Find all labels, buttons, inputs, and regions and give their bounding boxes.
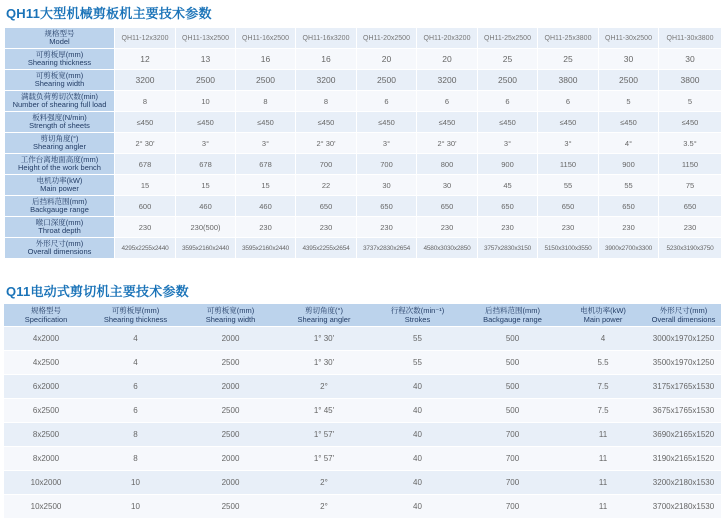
table1-cell: 55 [599, 175, 659, 196]
column-header-zh: 外形尺寸(mm) [659, 306, 708, 315]
table2-cell: 40 [370, 495, 465, 519]
table1-cell: QH11-13x2500 [176, 28, 236, 49]
table2-cell: 5.5 [560, 351, 646, 375]
table1-cell: 900 [599, 154, 659, 175]
row-header-zh: 规格型号 [44, 28, 75, 38]
table2-cell: 8 [88, 447, 183, 471]
table1-cell: 8 [236, 91, 296, 112]
table2-cell: 8x2000 [4, 447, 88, 471]
table1-cell: 2500 [176, 70, 236, 91]
table1-cell: 4395x2255x2654 [296, 238, 357, 259]
table1-cell: 4° [599, 133, 659, 154]
table2-cell: 3675x1765x1530 [646, 399, 721, 423]
table1-cell: 230 [296, 217, 357, 238]
table2-column-header [646, 304, 721, 327]
table1-row-header [5, 238, 115, 259]
table1-cell: 230 [417, 217, 478, 238]
table2-cell: 10 [88, 471, 183, 495]
row-header-en: Model [49, 37, 70, 46]
table1-cell: 25 [478, 49, 538, 70]
table1-cell: QH11-30x3800 [659, 28, 722, 49]
table2-row [4, 351, 721, 375]
table2-row [4, 423, 721, 447]
table1-row-header [5, 175, 115, 196]
table1-cell: 5 [599, 91, 659, 112]
column-header-en: Specification [24, 315, 68, 324]
table1-row [5, 238, 722, 259]
table1-cell: 75 [659, 175, 722, 196]
table2-cell: 6 [88, 375, 183, 399]
table2-cell: 4 [88, 351, 183, 375]
column-header-zh: 电机功率(kW) [580, 306, 626, 315]
table1-cell: ≤450 [357, 112, 417, 133]
table2-column-header [560, 304, 646, 327]
table1-cell: 650 [296, 196, 357, 217]
table2-row [4, 471, 721, 495]
table1-cell: 16 [296, 49, 357, 70]
table2-cell: 2000 [183, 327, 278, 351]
table1-cell: ≤450 [115, 112, 176, 133]
table2-cell: 3190x2165x1520 [646, 447, 721, 471]
table1-cell: QH11-25x3800 [538, 28, 599, 49]
table1-cell: 3° [176, 133, 236, 154]
table1-cell: 16 [236, 49, 296, 70]
table1-cell: 1150 [538, 154, 599, 175]
row-header-en: Height of the work bench [18, 163, 101, 172]
table2-cell: 11 [560, 423, 646, 447]
table1-cell: 3800 [538, 70, 599, 91]
table1-cell: 20 [417, 49, 478, 70]
table1-cell: ≤450 [296, 112, 357, 133]
table1-cell: 800 [417, 154, 478, 175]
table1-row [5, 28, 722, 49]
table2-cell: 3000x1970x1250 [646, 327, 721, 351]
qh11-spec-table [4, 27, 722, 259]
table1-cell: 6 [357, 91, 417, 112]
table2-column-header [370, 304, 465, 327]
table2-cell: 2° [278, 471, 370, 495]
column-header-zh: 可剪板厚(mm) [111, 306, 160, 315]
table1-cell: 3757x2830x3150 [478, 238, 538, 259]
row-header-zh: 工作台离地面高度(mm) [20, 154, 99, 164]
table1-cell: 12 [115, 49, 176, 70]
table2-cell: 1° 57' [278, 447, 370, 471]
column-header-en: Shearing width [205, 315, 256, 324]
table1-row [5, 154, 722, 175]
table1-cell: ≤450 [478, 112, 538, 133]
table2-cell: 2000 [183, 471, 278, 495]
table1-row-header [5, 28, 115, 49]
table1-cell: 3200 [296, 70, 357, 91]
table1-cell: 230 [115, 217, 176, 238]
table2-row [4, 375, 721, 399]
table1-cell: 30 [417, 175, 478, 196]
table1-row [5, 91, 722, 112]
table1-cell: 3200 [115, 70, 176, 91]
table2-cell: 4 [560, 327, 646, 351]
table2-cell: 2000 [183, 375, 278, 399]
table1-row-header [5, 196, 115, 217]
table1-row-header [5, 217, 115, 238]
table1-cell: 2500 [236, 70, 296, 91]
table2-cell: 500 [465, 375, 560, 399]
table1-cell: 3° [236, 133, 296, 154]
table1-cell: 700 [357, 154, 417, 175]
table1-cell: 3° [538, 133, 599, 154]
table2-cell: 11 [560, 471, 646, 495]
row-header-en: Main power [40, 184, 79, 193]
table1-row [5, 112, 722, 133]
table1-row-header [5, 154, 115, 175]
table1-cell: 3.5° [659, 133, 722, 154]
table2-cell: 40 [370, 471, 465, 495]
table1-cell: 6 [478, 91, 538, 112]
table2-cell: 6 [88, 399, 183, 423]
table2-cell: 10x2000 [4, 471, 88, 495]
table1-cell: 678 [115, 154, 176, 175]
table2-cell: 40 [370, 447, 465, 471]
table2-cell: 3700x2180x1530 [646, 495, 721, 519]
table1-cell: 650 [357, 196, 417, 217]
table2-cell: 11 [560, 495, 646, 519]
table1-cell: 6 [417, 91, 478, 112]
table1-cell: ≤450 [659, 112, 722, 133]
table1-cell: 3595x2160x2440 [176, 238, 236, 259]
table1-cell: 8 [115, 91, 176, 112]
table2-column-header [465, 304, 560, 327]
table1-cell: 3° [357, 133, 417, 154]
row-header-zh: 外形尺寸(mm) [35, 238, 84, 248]
table1-cell: 3200 [417, 70, 478, 91]
table2-cell: 2000 [183, 447, 278, 471]
table2-cell: 10 [88, 495, 183, 519]
table2-cell: 3200x2180x1530 [646, 471, 721, 495]
table1-cell: QH11-20x3200 [417, 28, 478, 49]
table1-row [5, 175, 722, 196]
table1-row [5, 70, 722, 91]
column-header-en: Shearing angler [297, 315, 351, 324]
table1-row-header [5, 70, 115, 91]
table2-cell: 10x2500 [4, 495, 88, 519]
table2-cell: 11 [560, 447, 646, 471]
table2-cell: 500 [465, 351, 560, 375]
table2-column-header [278, 304, 370, 327]
table2-cell: 2° [278, 375, 370, 399]
table1-cell: 15 [236, 175, 296, 196]
table1-cell: 2° 30' [296, 133, 357, 154]
table1-cell: QH11-16x3200 [296, 28, 357, 49]
table1-cell: 650 [659, 196, 722, 217]
table2-cell: 2500 [183, 399, 278, 423]
table1-cell: 2500 [599, 70, 659, 91]
table1-cell: 700 [296, 154, 357, 175]
table2-row [4, 399, 721, 423]
table1-cell: 3° [478, 133, 538, 154]
row-header-zh: 满载负荷剪切次数(min) [20, 91, 99, 101]
table1-cell: 15 [115, 175, 176, 196]
table1-cell: 230(500) [176, 217, 236, 238]
table2-cell: 2500 [183, 351, 278, 375]
table2-cell: 4 [88, 327, 183, 351]
column-header-zh: 剪切角度(°) [305, 306, 343, 315]
table2-cell: 700 [465, 495, 560, 519]
table1-cell: 230 [357, 217, 417, 238]
column-header-en: Strokes [404, 315, 431, 324]
table1-cell: 30 [659, 49, 722, 70]
table1-cell: 10 [176, 91, 236, 112]
table2-row [4, 495, 721, 519]
table1-cell: 678 [236, 154, 296, 175]
table1-cell: 3900x2700x3300 [599, 238, 659, 259]
table2-cell: 55 [370, 351, 465, 375]
table1-cell: 230 [538, 217, 599, 238]
column-header-zh: 规格型号 [31, 306, 61, 315]
row-header-en: Strength of sheets [29, 121, 90, 130]
row-header-en: Shearing angler [33, 142, 86, 151]
row-header-zh: 可剪板厚(mm) [35, 49, 84, 59]
column-header-zh: 可剪板宽(mm) [206, 306, 255, 315]
table2-column-header [4, 304, 88, 327]
table1-cell: QH11-25x2500 [478, 28, 538, 49]
table1-cell: 30 [599, 49, 659, 70]
table2-cell: 7.5 [560, 375, 646, 399]
table2-cell: 40 [370, 399, 465, 423]
table1-row-header [5, 112, 115, 133]
table2-cell: 3175x1765x1530 [646, 375, 721, 399]
table1-row [5, 196, 722, 217]
table1-row [5, 217, 722, 238]
table2-cell: 7.5 [560, 399, 646, 423]
table1-cell: 230 [236, 217, 296, 238]
table1-cell: 4580x3030x2850 [417, 238, 478, 259]
table2-cell: 700 [465, 447, 560, 471]
table2-cell: 6x2500 [4, 399, 88, 423]
table1-cell: 900 [478, 154, 538, 175]
row-header-en: Throat depth [38, 226, 81, 235]
table1-cell: QH11-16x2500 [236, 28, 296, 49]
q11-spec-table [4, 304, 721, 519]
table2-cell: 6x2000 [4, 375, 88, 399]
table2-cell: 55 [370, 327, 465, 351]
table1-cell: 460 [236, 196, 296, 217]
table1-cell: QH11-12x3200 [115, 28, 176, 49]
table2-cell: 2500 [183, 423, 278, 447]
row-header-en: Shearing width [34, 79, 85, 88]
table1-cell: 30 [357, 175, 417, 196]
table1-cell: 8 [296, 91, 357, 112]
table2-cell: 8x2500 [4, 423, 88, 447]
table1-cell: 2500 [357, 70, 417, 91]
table2-cell: 500 [465, 399, 560, 423]
table1-cell: 6 [538, 91, 599, 112]
table1-cell: 55 [538, 175, 599, 196]
table1-cell: 5230x3190x3750 [659, 238, 722, 259]
table1-cell: ≤450 [176, 112, 236, 133]
table2-cell: 2500 [183, 495, 278, 519]
table1-cell: 3737x2830x2654 [357, 238, 417, 259]
table1-title: QH11大型机械剪板机主要技术参数 [6, 6, 212, 21]
table1-cell: 25 [538, 49, 599, 70]
table1-cell: 45 [478, 175, 538, 196]
table2-row [4, 327, 721, 351]
table1-cell: 20 [357, 49, 417, 70]
table1-cell: ≤450 [417, 112, 478, 133]
table1-cell: 3595x2160x2440 [236, 238, 296, 259]
table1-row-header [5, 133, 115, 154]
row-header-zh: 电机功率(kW) [36, 175, 83, 185]
table2-cell: 1° 45' [278, 399, 370, 423]
table1-cell: QH11-20x2500 [357, 28, 417, 49]
table1-cell: 2° 30' [417, 133, 478, 154]
table1-row-header [5, 91, 115, 112]
table1-cell: 1150 [659, 154, 722, 175]
column-header-en: Shearing thickness [103, 315, 168, 324]
row-header-en: Overall dimensions [27, 247, 92, 256]
table2-cell: 2° [278, 495, 370, 519]
table2-cell: 4x2000 [4, 327, 88, 351]
table2-cell: 700 [465, 471, 560, 495]
table1-cell: 650 [599, 196, 659, 217]
table2-cell: 40 [370, 423, 465, 447]
row-header-zh: 板料强度(N/min) [32, 112, 87, 122]
table1-cell: 5 [659, 91, 722, 112]
table1-cell: 230 [478, 217, 538, 238]
column-header-zh: 行程次数(min⁻¹) [390, 306, 445, 315]
table1-cell: 22 [296, 175, 357, 196]
table2-cell: 1° 57' [278, 423, 370, 447]
table2-cell: 1° 30' [278, 351, 370, 375]
table1-cell: 460 [176, 196, 236, 217]
table1-cell: 2500 [478, 70, 538, 91]
table1-cell: 2° 30' [115, 133, 176, 154]
table1-cell: 650 [417, 196, 478, 217]
table1-cell: 230 [659, 217, 722, 238]
table1-cell: 230 [599, 217, 659, 238]
table1-cell: 650 [538, 196, 599, 217]
table1-cell: ≤450 [599, 112, 659, 133]
row-header-zh: 后挡料范围(mm) [32, 196, 87, 206]
column-header-en: Main power [583, 315, 623, 324]
table2-cell: 40 [370, 375, 465, 399]
row-header-en: Number of shearing full load [12, 100, 107, 109]
table1-row [5, 49, 722, 70]
table2-column-header [88, 304, 183, 327]
table1-cell: 678 [176, 154, 236, 175]
table1-cell: QH11-30x2500 [599, 28, 659, 49]
column-header-en: Overall dimensions [651, 315, 716, 324]
table1-cell: 4295x2255x2440 [115, 238, 176, 259]
table2-header-row [4, 304, 721, 327]
table1-cell: 13 [176, 49, 236, 70]
table1-cell: ≤450 [538, 112, 599, 133]
table1-cell: 600 [115, 196, 176, 217]
table2-cell: 3690x2165x1520 [646, 423, 721, 447]
row-header-zh: 可剪板宽(mm) [35, 70, 84, 80]
table1-cell: ≤450 [236, 112, 296, 133]
row-header-en: Backgauge range [30, 205, 89, 214]
table2-cell: 500 [465, 327, 560, 351]
table2-title: Q11电动式剪切机主要技术参数 [6, 284, 189, 299]
table2-cell: 700 [465, 423, 560, 447]
table2-cell: 3500x1970x1250 [646, 351, 721, 375]
column-header-en: Backgauge range [483, 315, 542, 324]
table2-column-header [183, 304, 278, 327]
row-header-en: Shearing thickness [27, 58, 92, 67]
table2-cell: 4x2500 [4, 351, 88, 375]
table1-cell: 650 [478, 196, 538, 217]
table1-row [5, 133, 722, 154]
column-header-zh: 后挡料范围(mm) [485, 306, 540, 315]
table2-cell: 1° 30' [278, 327, 370, 351]
table1-cell: 15 [176, 175, 236, 196]
table2-row [4, 447, 721, 471]
table2-cell: 8 [88, 423, 183, 447]
table1-row-header [5, 49, 115, 70]
row-header-zh: 剪切角度(°) [40, 133, 79, 143]
row-header-zh: 喉口深度(mm) [35, 217, 84, 227]
table1-cell: 5150x3100x3550 [538, 238, 599, 259]
table1-cell: 3800 [659, 70, 722, 91]
